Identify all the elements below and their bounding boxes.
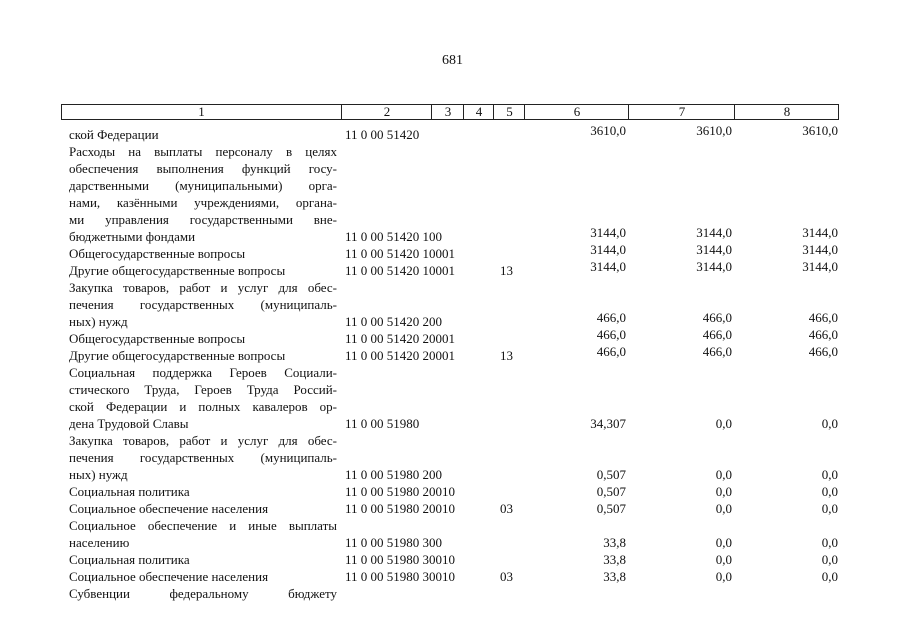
row-description: [69, 364, 337, 432]
row-section: 01: [442, 348, 455, 363]
header-col-1: 1: [198, 104, 205, 119]
target-article-code: 11 0 00 51420: [345, 229, 420, 244]
description-line: стического Труда, Героев Труда Россий-: [69, 382, 337, 397]
row-code: [345, 245, 442, 262]
expense-type-code: 300: [422, 535, 443, 550]
description-line: Расходы на выплаты персоналу в целях: [69, 144, 337, 159]
expense-type-code: 200: [422, 467, 443, 482]
value-col-6: 3610,0: [590, 123, 626, 138]
description-line: Другие общегосударственные вопросы: [69, 348, 286, 363]
header-col-7: 7: [628, 105, 735, 119]
value-col-7: 0,0: [715, 569, 732, 584]
description-line: Социальное обеспечение населения: [69, 569, 269, 584]
row-code: [345, 228, 442, 245]
value-col-6: 0,507: [596, 467, 626, 482]
description-line: Закупка товаров, работ и услуг для обес-: [69, 433, 337, 448]
value-col-7: 466,0: [702, 344, 732, 359]
value-col-8: 466,0: [808, 310, 838, 325]
description-line: обеспечения выполнения функций госу-: [69, 161, 337, 176]
header-col-5: 5: [493, 105, 525, 119]
description-line: бюджетными фондами: [69, 229, 196, 244]
description-line: печения государственных (муниципаль-: [69, 450, 337, 465]
value-col-8: 0,0: [821, 552, 838, 567]
description-line: ской Федерации: [69, 127, 159, 142]
row-description: [69, 500, 337, 517]
row-description: [69, 551, 337, 568]
value-col-8: 466,0: [808, 344, 838, 359]
row-section: 10: [442, 552, 455, 567]
value-col-8: 0,0: [821, 501, 838, 516]
target-article-code: 11 0 00 51420: [345, 348, 420, 363]
value-col-8: 0,0: [821, 535, 838, 550]
row-subsection: 13: [500, 263, 513, 278]
value-col-7: 466,0: [702, 310, 732, 325]
row-description: [69, 432, 337, 483]
target-article-code: 11 0 00 51420: [345, 331, 420, 346]
expense-type-code: 300: [422, 569, 443, 584]
value-col-8: 0,0: [821, 416, 838, 431]
row-subsection: 03: [500, 501, 513, 516]
row-section: 10: [442, 501, 455, 516]
value-col-7: 3144,0: [696, 259, 732, 274]
row-code: [345, 585, 348, 602]
value-col-8: 3144,0: [802, 225, 838, 240]
value-col-6: 3144,0: [590, 242, 626, 257]
description-line: населению: [69, 535, 130, 550]
value-col-7: 0,0: [715, 467, 732, 482]
row-code: [345, 466, 442, 483]
target-article-code: 11 0 00 51420: [345, 263, 420, 278]
value-col-8: 466,0: [808, 327, 838, 342]
header-col-6: 6: [524, 105, 629, 119]
description-line: ных) нужд: [69, 467, 128, 482]
row-description: [69, 126, 337, 143]
value-col-6: 0,507: [596, 501, 626, 516]
description-line: Социальное обеспечение и иные выплаты: [69, 518, 337, 533]
value-col-6: 466,0: [596, 310, 626, 325]
description-line: Социальная политика: [69, 484, 190, 499]
value-col-6: 34,307: [590, 416, 626, 431]
row-description: [69, 568, 337, 585]
row-description: [69, 262, 337, 279]
target-article-code: 11 0 00 51420: [345, 314, 420, 329]
value-col-7: 0,0: [715, 501, 732, 516]
target-article-code: 11 0 00 51980: [345, 416, 420, 431]
row-subsection: 13: [500, 348, 513, 363]
row-code: [345, 347, 442, 364]
description-line: нами, казёнными учреждениями, органа-: [69, 195, 337, 210]
value-col-6: 33,8: [603, 569, 626, 584]
expense-type-code: 100: [422, 263, 443, 278]
row-code: [345, 313, 442, 330]
value-col-6: 466,0: [596, 344, 626, 359]
value-col-8: 0,0: [821, 484, 838, 499]
header-col-3: 3: [431, 105, 464, 119]
value-col-6: 3144,0: [590, 225, 626, 240]
row-description: [69, 517, 337, 551]
description-line: Социальная политика: [69, 552, 190, 567]
expense-type-code: 200: [422, 348, 443, 363]
row-description: [69, 330, 337, 347]
description-line: ской Федерации и полных кавалеров ор-: [69, 399, 337, 414]
row-section: 10: [442, 484, 455, 499]
target-article-code: 11 0 00 51980: [345, 501, 420, 516]
value-col-6: 33,8: [603, 535, 626, 550]
row-code: [345, 534, 442, 551]
target-article-code: 11 0 00 51420: [345, 246, 420, 261]
header-col-2: 2: [341, 105, 432, 119]
expense-type-code: 100: [422, 246, 443, 261]
description-line: Социальное обеспечение населения: [69, 501, 269, 516]
target-article-code: 11 0 00 51980: [345, 535, 420, 550]
description-line: Субвенции федеральному бюджету: [69, 586, 337, 601]
expense-type-code: 100: [422, 229, 443, 244]
value-col-7: 0,0: [715, 552, 732, 567]
row-description: [69, 347, 337, 364]
target-article-code: 11 0 00 51980: [345, 484, 420, 499]
value-col-7: 0,0: [715, 484, 732, 499]
description-line: Другие общегосударственные вопросы: [69, 263, 286, 278]
value-col-7: 0,0: [715, 416, 732, 431]
value-col-6: 0,507: [596, 484, 626, 499]
target-article-code: 11 0 00 51980: [345, 569, 420, 584]
value-col-7: 3610,0: [696, 123, 732, 138]
value-col-6: 3144,0: [590, 259, 626, 274]
row-code: [345, 483, 442, 500]
row-code: [345, 330, 442, 347]
value-col-6: 33,8: [603, 552, 626, 567]
row-description: [69, 279, 337, 330]
row-description: [69, 143, 337, 245]
value-col-8: 3144,0: [802, 242, 838, 257]
row-section: 01: [442, 246, 455, 261]
row-description: [69, 585, 337, 602]
description-line: дарственными (муниципальными) орга-: [69, 178, 337, 193]
expense-type-code: 200: [422, 501, 443, 516]
value-col-7: 3144,0: [696, 242, 732, 257]
header-col-4: 4: [463, 105, 494, 119]
value-col-8: 3610,0: [802, 123, 838, 138]
row-section: 10: [442, 569, 455, 584]
value-col-8: 3144,0: [802, 259, 838, 274]
description-line: Закупка товаров, работ и услуг для обес-: [69, 280, 337, 295]
expense-type-code: 300: [422, 552, 443, 567]
row-description: [69, 483, 337, 500]
target-article-code: 11 0 00 51980: [345, 467, 420, 482]
row-code: [345, 500, 442, 517]
value-col-7: 3144,0: [696, 225, 732, 240]
table-header: [61, 104, 839, 120]
description-line: ми управления государственными вне-: [69, 212, 337, 227]
description-line: дена Трудовой Славы: [69, 416, 189, 431]
description-line: Общегосударственные вопросы: [69, 246, 246, 261]
row-section: 01: [442, 263, 455, 278]
header-col-8: 8: [734, 105, 839, 119]
row-code: [345, 568, 442, 585]
page-number: 681: [442, 53, 463, 68]
row-subsection: 03: [500, 569, 513, 584]
value-col-7: 0,0: [715, 535, 732, 550]
value-col-6: 466,0: [596, 327, 626, 342]
expense-type-code: 200: [422, 314, 443, 329]
expense-type-code: 200: [422, 331, 443, 346]
row-code: [345, 262, 442, 279]
row-description: [69, 245, 337, 262]
expense-type-code: 200: [422, 484, 443, 499]
description-line: ных) нужд: [69, 314, 128, 329]
description-line: печения государственных (муниципаль-: [69, 297, 337, 312]
description-line: Общегосударственные вопросы: [69, 331, 246, 346]
target-article-code: 11 0 00 51420: [345, 127, 420, 142]
target-article-code: 11 0 00 51980: [345, 552, 420, 567]
value-col-8: 0,0: [821, 569, 838, 584]
value-col-8: 0,0: [821, 467, 838, 482]
row-code: [345, 126, 423, 143]
value-col-7: 466,0: [702, 327, 732, 342]
row-code: [345, 551, 442, 568]
description-line: Социальная поддержка Героев Социали-: [69, 365, 337, 380]
row-section: 01: [442, 331, 455, 346]
row-code: [345, 415, 423, 432]
